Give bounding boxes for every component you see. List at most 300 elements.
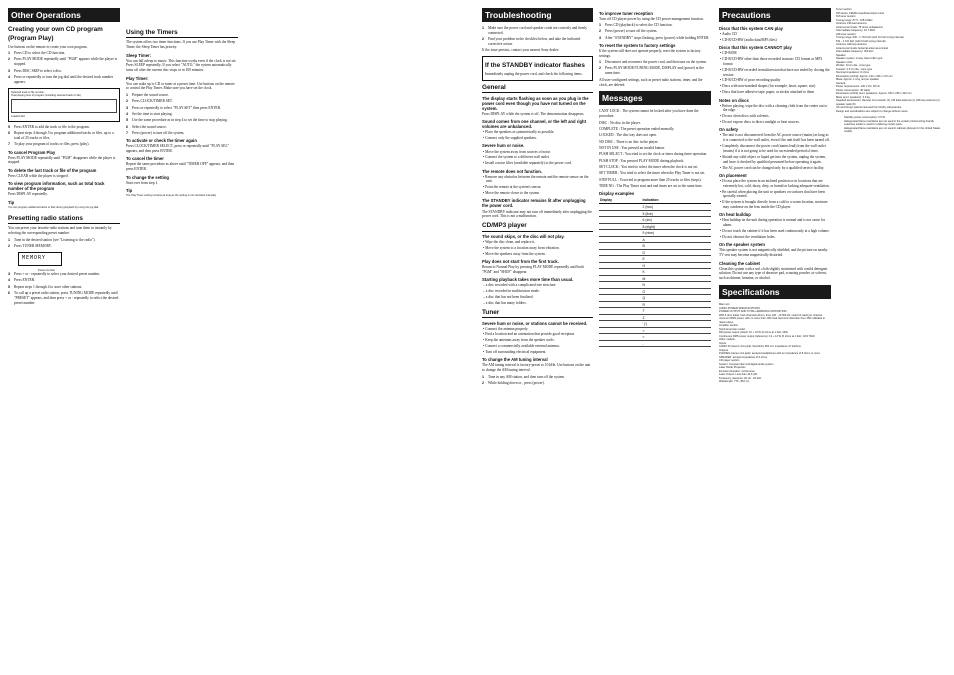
spec-line: Antenna: AM loop antenna (836, 43, 867, 46)
specifications-list (719, 303, 831, 384)
step-number: 1 (8, 51, 10, 56)
section-heading: CD/MP3 player (482, 222, 593, 231)
illustration-label: Total playing time of program (including selected track or file) (11, 93, 81, 97)
step-list (8, 51, 120, 85)
box-heading: If the STANDBY indicator flashes (485, 62, 585, 70)
paragraph: Press PLAY MODE repeatedly until "PGM" disappears while the player is stopped. (8, 155, 116, 165)
spec-line: FM tuner section: (836, 15, 857, 18)
column-troubleshooting (482, 8, 593, 387)
bullet: • Move the speakers away from the system. (483, 251, 546, 256)
indication-cell: T (642, 308, 711, 315)
bullet: • Do not place the system in an inclined position or in locations that are extremely hot, cold, dusty, dirty, or humid or lacking adequate ventilation. (720, 178, 830, 188)
paragraph: You can wake up to CD or tuner at a preset time. Use buttons on the remote to control the Play Timer. Make sure you have set the clock. (126, 81, 235, 91)
bullet: • The unit is not disconnected from the AC power source (mains) as long as it is connected to the wall outlet, even if the unit itself has been turned off. (720, 133, 830, 143)
bullet: – a disc recorded with a complicated tree structure. (483, 283, 557, 288)
section-heading: Creating your own CD program (8, 26, 103, 33)
table-row (599, 340, 711, 347)
step (599, 60, 711, 65)
indication-cell: H (642, 262, 711, 269)
spec-line: Intermediate frequency: 450 kHz (836, 50, 874, 53)
indication-cell: > (642, 327, 711, 334)
display-glyph-cell (599, 340, 642, 347)
indication-cell: < (642, 334, 711, 341)
paragraph: Start over from step 1. (126, 180, 159, 185)
bullet: • Find a location and an orientation that provide good reception. (483, 332, 575, 337)
step-number: 2 (8, 243, 10, 248)
message-item: DISC : No disc in the player. (599, 120, 641, 125)
spec-line: Tweeter: 2.5 cm dia., cone type (836, 67, 873, 71)
tip-label: Tip (8, 199, 15, 205)
spec-line: DIN power output (rated): 10 + 10 W (6 ohms at 1 kHz, DIN) (719, 331, 788, 335)
step (8, 131, 120, 141)
environment-notes (836, 116, 948, 134)
step (8, 142, 120, 147)
bullet: • CD-R/CD-RW of poor recording quality (720, 78, 781, 83)
step (8, 51, 120, 56)
lcd-display (18, 252, 62, 266)
bullet: • Move the remote closer to the system. (483, 191, 540, 196)
display-examples-table (599, 197, 711, 347)
step-number: 2 (126, 99, 128, 104)
indication-cell: K (642, 269, 711, 276)
step-number: 3 (8, 272, 10, 277)
paragraph: If the issue persists, contact your nearest Sony dealer. (482, 48, 559, 53)
lcd-text: MEMORY (22, 254, 47, 261)
spec-line: CD player section (719, 359, 740, 363)
spec-line: Tuning range: 87.5 - 108.0 MHz (836, 18, 873, 22)
paragraph: Return to Normal Play by pressing PLAY MODE repeatedly until both "PGM" and "SHUF" disappear. (482, 265, 584, 274)
step-text: Press DISC SKIP to select a disc. (14, 68, 63, 73)
bullet: • CD-R/CD-RW recorded in multisession that have not ended by closing the session (720, 67, 830, 77)
spec-line: Supplied accessories: Remote Commander (1), FM lead antenna (1), AM loop antenna (1), speaker pads (8) (836, 99, 941, 106)
spec-line: Power requirements: 120 V AC, 60 Hz (836, 85, 880, 88)
spec-line: Antenna: FM lead antenna (836, 22, 867, 25)
spec-line: Halogenated flame retardants are not used in the certain printed wiring boards. (844, 119, 935, 123)
step (126, 99, 238, 104)
indication-cell: M (642, 275, 711, 282)
bullet: • CD-R/CD-RW other than those recorded in music CD format or MP3 format (720, 57, 823, 66)
step-text: Press PLAY MODE repeatedly until "PGM" appears while the player is stopped. (14, 57, 118, 67)
step-text: Select the sound source. (132, 124, 167, 129)
spec-line: Amplifier section (719, 324, 739, 328)
indication-cell: R (642, 301, 711, 308)
step-number: 5 (126, 118, 128, 123)
step (126, 125, 238, 130)
step-number: 7 (126, 130, 128, 135)
message-item: PUSH SELECT : You tried to set the clock or timer during timer operation. (599, 152, 708, 157)
bullet: • Do not obstruct the ventilation holes. (720, 235, 776, 239)
step-text: Disconnect and reconnect the power cord, and then turn on the system. (605, 60, 707, 65)
display-illustration (8, 88, 120, 122)
bullet: • Audio CD (720, 32, 737, 37)
spec-line: With 6 ohm loads, both channels driven, from 120 - 10 000 Hz; rated 10 watts per channel minimum RMS power, with no more than 10% total harmonic distortion from 250 milliwatts to rated output. (719, 313, 825, 324)
subheading: Cleaning the cabinet (719, 260, 760, 266)
spec-line: General (836, 81, 846, 85)
step-text: While holding down or , press (power). (488, 380, 545, 385)
spec-line: Wavelength: 770 - 810 nm (719, 380, 750, 384)
section-banner: Messages (599, 91, 711, 105)
bullet: • Move the system to a location away from vibration. (483, 245, 560, 250)
step-text: Use the same procedure as in step 4 to set the time to stop playing. (132, 118, 228, 123)
spec-line: Laser Output: Less than 44.6 µW (719, 373, 758, 377)
spec-line: Emission Duration: Continuous (719, 369, 755, 373)
message-item: NO DISC : There is no disc in the player. (599, 139, 659, 144)
bullet: • Connect the system to a different wall outlet. (483, 155, 550, 160)
spec-line: SPEAKER: accepts impedance of 6 ohms (719, 355, 768, 359)
symptom: The STANDBY indicator remains lit after unplugging the power cord. (482, 198, 586, 209)
step (126, 131, 238, 136)
bullet: • Do not clean discs with solvents. (720, 114, 770, 119)
indication-cell: Q (642, 295, 711, 302)
bullet: • Move the system away from sources of noise. (483, 149, 552, 154)
spec-line: Other models: (719, 338, 736, 342)
indication-cell: D (642, 249, 711, 256)
subheading: Display examples (599, 191, 635, 197)
bullet: • Heat buildup on the unit during operation is normal and is not cause for alarm. (720, 218, 826, 228)
bullet: • Discs with non-standard shapes (for example, heart, square, star) (720, 84, 816, 89)
step (126, 106, 238, 111)
step-text: Press PLAY MODE/TUNING MODE, DISPLAY and (power) at the same time. (605, 66, 704, 76)
step-number: 3 (8, 68, 10, 73)
step-text: After "STANDBY" stops flashing, press (power) while holding ENTER. (605, 35, 710, 40)
section-banner: Specifications (719, 285, 831, 299)
step (126, 93, 238, 98)
indication-cell: 6 (six) (642, 217, 711, 224)
section-heading: General (482, 84, 593, 93)
spec-line: Antenna terminals: 75 ohms unbalanced (836, 25, 883, 29)
step-number: 1 (8, 237, 10, 242)
step-text: Set the time to start playing. (132, 111, 173, 116)
spec-line: Outputs (719, 348, 729, 352)
step-number: 2 (599, 66, 601, 71)
indication-cell: 8 (eight) (642, 223, 711, 230)
bullet: – a disc that has many folders. (483, 300, 527, 305)
message-item: TIME NG : The Play Timer start and end times are set to the same time. (599, 183, 703, 188)
subheading: To reset the system to factory settings (599, 42, 676, 48)
step (126, 112, 238, 117)
step (8, 125, 120, 130)
step (482, 381, 593, 386)
bullet: • Connect the antenna properly. (483, 326, 529, 331)
spec-line: Dimensions (w/h/d) (excl. speakers): Approx. 180 x 236 x 310 mm (836, 92, 912, 95)
bullet: • CD-ROM (720, 51, 737, 56)
bullet: • Discs that have adhesive tape, paper, or sticker attached to them (720, 90, 815, 95)
subheading: To cancel Program Play (8, 149, 56, 155)
bullet: – a disc that has not been finalized. (483, 295, 534, 300)
subheading: To change the AM tuning interval (482, 357, 548, 363)
tip-text: The Play Timer setting remains as long as the setting is not canceled manually. (126, 194, 217, 198)
message-item: CANT LOCK : The system cannot be locked after you have done the procedure. (599, 109, 699, 119)
spec-line: Antenna terminals: External antenna terminal (836, 46, 888, 50)
indication-cell: Z (642, 314, 711, 321)
step-text: Find your problem in the checklist below, and take the indicated corrective action. (488, 37, 581, 47)
spec-line: Tuner section (836, 8, 852, 11)
column-header: Display (599, 197, 642, 204)
step-number: 1 (482, 26, 484, 30)
spec-line: Power consumption: 45 watts (836, 88, 870, 92)
step (482, 26, 593, 36)
column-timers (126, 26, 238, 197)
step-text: Make sure the power cord and speaker cords are correctly and firmly connected. (488, 26, 588, 35)
subheading: Sleep Timer: (126, 52, 152, 58)
paragraph: Repeat the same procedure as above until "TIMER OFF" appears, and then press ENTER. (126, 162, 235, 172)
step-number: 2 (599, 29, 601, 34)
step-text: To play your program of tracks or files, press (play). (14, 142, 90, 147)
step (8, 69, 120, 74)
table-body (599, 204, 711, 347)
step-number: 3 (599, 35, 601, 40)
subheading: Play Timer: (126, 75, 149, 81)
spec-line: Speaker (836, 53, 846, 57)
message-item: PUSH STOP : You pressed PLAY MODE during playback. (599, 158, 685, 163)
column-messages (599, 8, 711, 347)
column-specifications (836, 8, 948, 134)
paragraph: Press CLOCK/TIMER SELECT, press or repeatedly until "PLAY SEL" appears, and then press ENTER. (126, 144, 230, 154)
standby-box (482, 56, 593, 81)
step-number: 1 (599, 60, 601, 65)
intro-text: Use buttons on the remote to create your own program. (8, 44, 88, 49)
bullet: • Be careful when placing the unit or speakers on surfaces that have been specially treated. (720, 189, 825, 199)
bullet: • Point the remote at the system's sensor. (483, 185, 542, 190)
paragraph: The AM tuning interval is factory-preset to 10 kHz. Use buttons on the unit to change the AM tuning interval. (482, 363, 591, 373)
step-number: 2 (482, 37, 484, 42)
bullet: • Before playing, wipe the disc with a cleaning cloth from the center out to the edge. (720, 103, 828, 113)
symptom: The remote does not function. (482, 168, 543, 174)
step-text: Prepare the sound source. (132, 92, 169, 97)
spec-line: Speaker system: 2-way, bass reflex type (836, 57, 883, 60)
subheading: On safety (719, 127, 739, 133)
step-number: 5 (8, 124, 10, 129)
step-text: Press or repeatedly to select "PLAY SET" then press ENTER. (132, 105, 221, 110)
step-text: Press + or - repeatedly to select your desired preset number. (14, 272, 100, 277)
bullet: • The AC power cord can be changed only by a qualified service facility. (720, 165, 825, 170)
bullet: • Install a noise filter (available separately) to the power cord. (483, 161, 572, 166)
step (8, 57, 120, 67)
step-number: 6 (126, 124, 128, 129)
step (8, 75, 120, 85)
subheading: To improve tuner reception (599, 10, 653, 16)
section-banner: Troubleshooting (482, 8, 593, 22)
section-heading: Using the Timers (126, 29, 238, 38)
spec-line: POWER OUTPUT AND TOTAL HARMONIC DISTORTION: (719, 310, 788, 314)
step-number: 6 (8, 291, 10, 296)
subheading: Discs that this system CANNOT play (719, 45, 792, 51)
step-text: Tune in any AM station, and then turn off the system. (488, 374, 565, 379)
step-number: 4 (126, 111, 128, 116)
paragraph: You can fall asleep to music. This function works even if the clock is not set. Press SLEEP repeatedly. If you select "AUTO," the system automatically turns off after the current disc stops or in 100 minutes. (126, 58, 237, 73)
bullet: • CD-R/CD-RW (audio data/MP3 files) (720, 37, 777, 42)
step (126, 118, 238, 123)
tip-text: You can program additional tracks or files during playback by using the jog dial. (8, 205, 99, 209)
step-text: Press (power) to turn off the system. (132, 130, 185, 135)
step-text: Repeat steps 1 through 4 to store other stations. (14, 284, 83, 289)
indication-cell: ' (’) (642, 321, 711, 328)
step-number: 4 (8, 74, 10, 79)
bullet: • Do not expose discs to direct sunlight or heat sources. (720, 120, 800, 125)
symptom: Starting playback takes more time than usual. (482, 277, 574, 283)
subheading: To change the setting (126, 174, 169, 180)
message-item: COMPLETE : The preset operation ended normally. (599, 126, 675, 131)
subheading: To cancel the timer (126, 156, 164, 162)
spec-line: Frequency response: 20 Hz - 20 kHz (719, 376, 762, 380)
spec-line: AM tuner section: (836, 32, 857, 36)
step-text: Press TUNER MEMORY. (14, 243, 52, 248)
intro-text: You can preset your favorite radio stations and tune them in instantly by selecting the corresponding preset number. (8, 226, 112, 236)
spec-line: Tuning range: 530 - 1 710 kHz (with 10 kHz tuning interval) (836, 36, 904, 39)
step-number: 7 (8, 142, 10, 147)
step-number: 1 (126, 92, 128, 97)
step (599, 23, 711, 28)
paragraph: Clean this system with a soft cloth slightly moistened with a mild detergent solution. Do not use any type of abrasive pad, scouring powder, or solvent, such as thinner, benzine, or alcohol. (719, 266, 828, 281)
spec-line: AUDIO IN (stereo mini jack): Sensitivity 800 mV, impedance 47 kilohms (719, 345, 801, 349)
bullet: • Completely disconnect the power cord (mains lead) from the wall outlet (mains) if it is not going to be used for an extended period of time. (720, 144, 826, 153)
section-subheading: (Program Play) (8, 35, 54, 43)
indication-cell: 5 (five) (642, 210, 711, 217)
section-heading: Tuner (482, 309, 593, 318)
bullet: • If the system is brought directly from a cold to a warm location, moisture may condense on the lens inside the CD player. (720, 200, 828, 210)
spec-line: System: Compact disc and digital audio system (719, 362, 774, 366)
spec-line: Continuous RMS power output (reference): 12 + 12 W (6 ohms at 1 kHz, 10% THD) (719, 334, 815, 338)
step-text: Press (power) to turn off the system. (605, 29, 658, 34)
step (8, 244, 120, 249)
message-item: LOCKED : The disc tray does not open. (599, 133, 657, 138)
indication-cell: B (642, 243, 711, 250)
step (8, 291, 120, 306)
section-heading: Presetting radio stations (8, 215, 120, 224)
paragraph: All user-configured settings, such as preset radio stations, timer, and the clock, are deleted. (599, 77, 703, 87)
step-number: 2 (482, 380, 484, 385)
bullet: • Wipe the disc clean, and replace it. (483, 240, 536, 245)
step (8, 278, 120, 283)
indication-cell: E (642, 256, 711, 263)
indication-cell: N (642, 282, 711, 289)
step (599, 29, 711, 34)
paragraph: Press CLEAR while the player is stopped. (8, 173, 69, 178)
symptom: Severe hum or noise. (482, 143, 525, 149)
paragraph: This speaker system is not magnetically shielded, and the picture on nearby TV sets may become magnetically distorted. (719, 248, 828, 258)
paragraph: The STANDBY indicator may not turn off immediately after unplugging the power cord. This is not a malfunction. (482, 209, 592, 219)
paragraph: Immediately unplug the power cord, and check the following items. (485, 71, 583, 76)
lcd-diagram (11, 99, 117, 113)
symptom: Severe hum or noise, or stations cannot be received. (482, 320, 588, 326)
spec-line: Mass (excl. speakers): 3.9 kg (836, 95, 870, 99)
subheading: To view program information, such as total track number of the program (8, 181, 105, 192)
spec-line: Woofer: 10 cm dia., cone type (836, 64, 871, 67)
step-text: Press CD (playback) to select the CD function. (605, 22, 673, 27)
step (8, 272, 120, 277)
step-number: 1 (482, 374, 484, 379)
spec-line: PHONES (stereo mini jack): accepts headphones with an impedance of 8 ohms or more (719, 352, 820, 356)
message-item: STEP FULL : You tried to program more than 25 tracks or files (steps). (599, 177, 702, 182)
spec-line: Halogenated flame retardants are not used in cabinets (Except for the United States model). (844, 126, 941, 133)
symptom: The sound skips, or the disc will not play. (482, 234, 565, 240)
step-text: Press ENTER. (14, 278, 35, 283)
bullet: • Place the speakers as symmetrically as possible. (483, 130, 555, 135)
step (8, 285, 120, 290)
tip-label: Tip (126, 188, 133, 194)
illustration-label: Loaded disc (11, 115, 25, 119)
message-item: SET CLOCK : You tried to select the timer when the clock is not set. (599, 164, 699, 169)
step-number: 6 (8, 131, 10, 136)
spec-line: North American model: (719, 327, 746, 331)
step-text: Press ENTER to add the track or file to the program. (14, 124, 90, 129)
column-precautions (719, 8, 831, 384)
bullet: • Do not touch the cabinet if it has been used continuously at a high volume. (720, 229, 830, 234)
spec-line: Mass: Approx. 1.6 kg net per speaker (836, 78, 879, 81)
paragraph: Turn off CD player power by using the CD power management function. (599, 16, 704, 21)
spec-line: Speaker units: (836, 60, 853, 64)
symptom: Play does not start from the first track. (482, 259, 559, 265)
intro-text: The system offers two timer functions. If you use Play Timer with the Sleep Timer, the Sleep Timer has priority. (126, 40, 236, 50)
subheading: Discs that this system CAN play (719, 26, 783, 31)
step (482, 37, 593, 47)
subheading: On heat buildup (719, 212, 751, 218)
section-banner: Other Operations (8, 8, 120, 22)
spec-line: Intermediate frequency: 10.7 MHz (836, 29, 876, 32)
spec-line: AUDIO POWER SPECIFICATIONS (719, 306, 760, 310)
subheading: To activate or check the timer again (126, 138, 197, 144)
indication-cell: - (642, 340, 711, 347)
bullet: • Turn off surrounding electrical equipment. (483, 350, 547, 354)
indication-cell: A (642, 236, 711, 243)
bullet: – a disc recorded in multisession mode. (483, 289, 540, 294)
section-banner: Precautions (719, 8, 831, 22)
column-header: Indication (642, 197, 711, 204)
spec-line: Standby power consumption: 0.5 W (844, 116, 885, 119)
step-text: To call up a preset radio station, press TUNING MODE repeatedly until "PRESET" appears, and then press + or - repeatedly to select the desired preset number. (14, 291, 119, 305)
step (8, 238, 120, 243)
paragraph: If the system still does not operate properly, reset the system to factory settings. (599, 48, 701, 58)
step-number: 3 (126, 105, 128, 110)
symptom: The display starts flashing as soon as you plug in the power cord even though you have not turned on the system. (482, 95, 589, 111)
spec-line: Design and specifications are subject to change without notice. (836, 109, 909, 113)
bullet: • Remove any obstacles between the remote and the remote sensor on the unit. (483, 174, 589, 184)
indication-cell: 9 (nine) (642, 230, 711, 237)
bullet: • Keep the antennas away from the speaker cords. (483, 338, 555, 343)
bullet: • Connect a commercially available external antenna. (483, 344, 560, 349)
spec-line: Inputs (719, 341, 727, 345)
column-other-operations (8, 8, 120, 307)
step-number: 5 (8, 284, 10, 289)
spec-line: Main unit (719, 303, 730, 307)
paragraph: Press DISPLAY repeatedly. (8, 192, 48, 197)
step-text: Press CLOCK/TIMER SET. (132, 99, 173, 104)
message-item: SET TIMER : You tried to select the timer when the Play Timer is not set. (599, 171, 706, 176)
bullet: • Should any solid object or liquid get into the system, unplug the system, and have it checked by qualified personnel before operating it again. (720, 154, 826, 164)
subheading: On the speaker system (719, 242, 765, 248)
subheading: Notes on discs (719, 97, 749, 103)
step-text: Tune in the desired station (see "Listening to the radio"). (14, 237, 96, 242)
indication-cell: O (642, 288, 711, 295)
subheading: To delete the last track or file of the program (8, 167, 97, 173)
spec-line: FM stereo, FM/AM superheterodyne tuner (836, 11, 885, 15)
message-item: NOT IN USE : You pressed an invalid button. (599, 145, 666, 150)
illustration-label: Selected track or file number (11, 90, 45, 94)
symptom: Sound comes from one channel, or the left and right volumes are unbalanced. (482, 119, 586, 130)
bullet: • Connect only the supplied speakers. (483, 136, 537, 141)
step-number: 2 (8, 57, 10, 62)
step-number: 4 (8, 278, 10, 283)
paragraph: Press DISPLAY while the system is off. The demonstration disappears. (482, 111, 585, 116)
step-text: Repeat steps 4 through 5 to program additional tracks or files, up to a total of 25 tracks or files. (14, 131, 114, 140)
subheading: On placement (719, 172, 747, 178)
spec-line: Laser Diode Properties (719, 366, 746, 370)
spec-line: 531 - 1 710 kHz (with 9 kHz tuning interval) (836, 39, 886, 43)
step (599, 66, 711, 76)
spec-line: Dimensions (w/h/d): Approx. 134 x 236 x 179 mm (836, 74, 893, 78)
step (482, 375, 593, 380)
indication-cell: 2 (two) (642, 204, 711, 211)
